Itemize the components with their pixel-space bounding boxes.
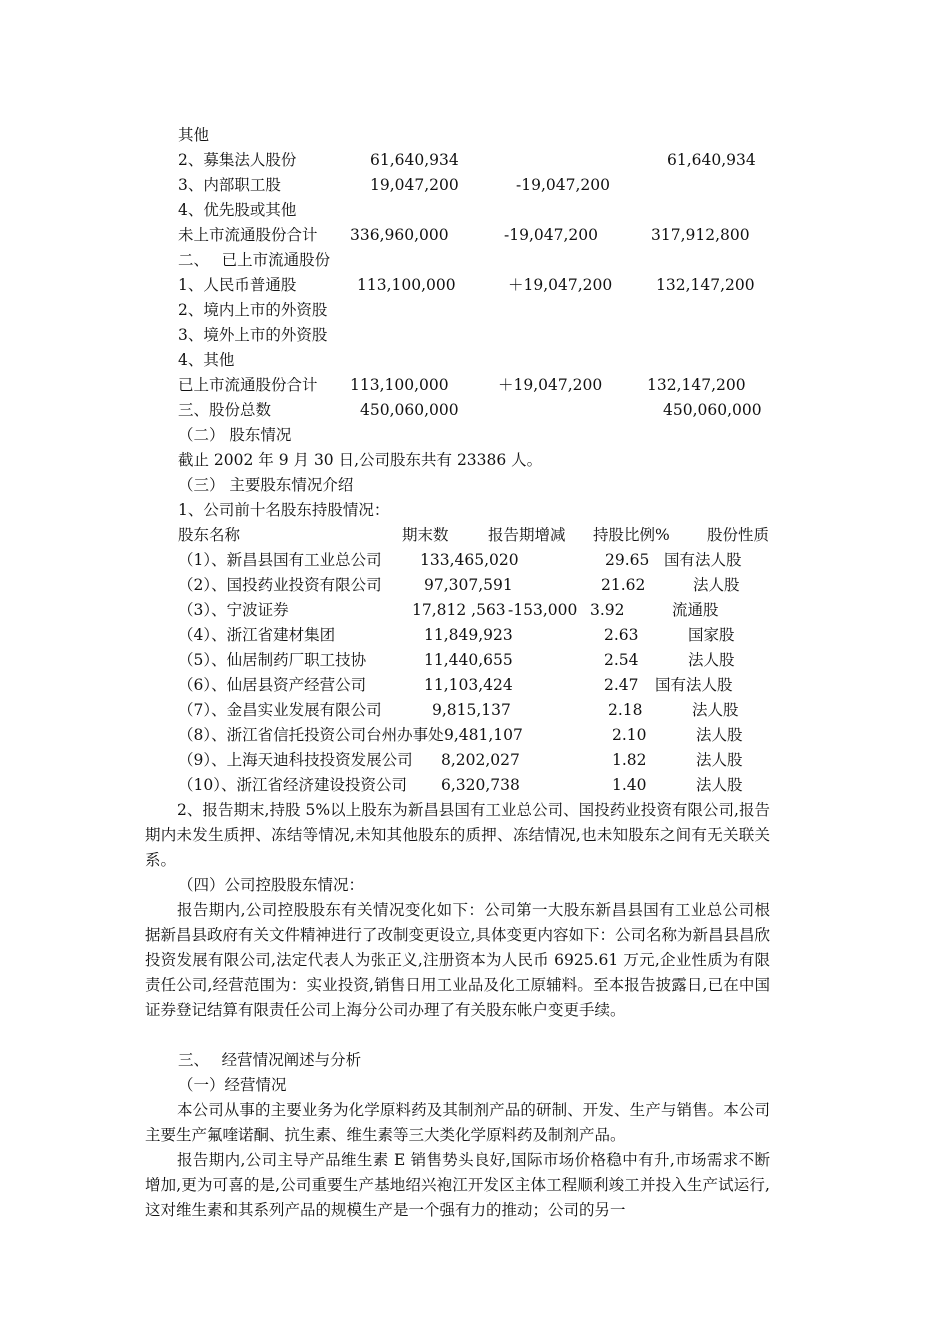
holder-name: （3）、宁波证券 (178, 601, 289, 619)
row-name: 2、募集法人股份 (178, 151, 297, 169)
holder-nature: 国有法人股 (664, 551, 742, 569)
holder-ratio: 21.62 (601, 576, 646, 594)
holder-nature: 国家股 (688, 626, 735, 644)
col-shares-header: 期末数 (402, 526, 449, 544)
holder-ratio: 2.10 (612, 726, 647, 744)
holder-name: （2）、国投药业投资有限公司 (178, 576, 382, 594)
holder-ratio: 2.47 (604, 676, 639, 694)
shareholder-count-text: 截止 2002 年 9 月 30 日,公司股东共有 23386 人。 (178, 451, 543, 469)
row-name: 其他 (178, 126, 210, 144)
row-name: 已上市流通股份合计 (178, 376, 318, 394)
holder-shares: 11,849,923 (424, 626, 513, 644)
holder-ratio: 2.18 (608, 701, 643, 719)
performance-paragraph: 报告期内,公司主导产品维生素 E 销售势头良好,国际市场价格稳中有升,市场需求不断增加,更为可喜的是,公司重要生产基地绍兴袍江开发区主体工程顺利竣工并投入生产试运行,这对维生素和其系列产品的规模生产是一个强有力的推动；公司的另一 (145, 1151, 770, 1219)
holder-name: （10）、浙江省经济建设投资公司 (178, 776, 407, 794)
col-change-header: 报告期增减 (488, 526, 566, 544)
holder-nature: 流通股 (672, 601, 719, 619)
row-before: 19,047,200 (370, 176, 459, 194)
row-after: 450,060,000 (663, 401, 762, 419)
holder-ratio: 1.82 (612, 751, 647, 769)
holder-shares: 9,481,107 (444, 726, 523, 744)
holder-shares: 9,815,137 (432, 701, 511, 719)
row-after: 61,640,934 (667, 151, 756, 169)
row-name: 2、境内上市的外资股 (178, 301, 328, 319)
holder-name: （6）、仙居县资产经营公司 (178, 676, 367, 694)
row-name: 未上市流通股份合计 (178, 226, 318, 244)
row-change: -19,047,200 (516, 176, 610, 194)
col-name-header: 股东名称 (178, 526, 241, 544)
holder-ratio: 29.65 (605, 551, 650, 569)
holder-ratio: 2.54 (604, 651, 639, 669)
holder-nature: 国有法人股 (655, 676, 733, 694)
holder-nature: 法人股 (688, 651, 735, 669)
subheading-text: （一）经营情况 (178, 1076, 287, 1094)
row-name: 三、股份总数 (178, 401, 272, 419)
heading-text: （四）公司控股股东情况： (178, 876, 365, 894)
holder-shares: 11,440,655 (424, 651, 513, 669)
col-nature-header: 股份性质 (707, 526, 770, 544)
row-after: 317,912,800 (651, 226, 750, 244)
row-before: 61,640,934 (370, 151, 459, 169)
heading-text: （二） 股东情况 (178, 426, 292, 444)
controlling-shareholder-paragraph: 报告期内,公司控股股东有关情况变化如下：公司第一大股东新昌县国有工业总公司根据新昌县政府有关文件精神进行了改制变更设立,具体变更内容如下：公司名称为新昌县昌欣投资发展有限公司,法定代表人为张正义,注册资本为人民币 6925.61 万元,企业性质为有限责任公司,经营范围为：实业投资,销售日用工业品及化工原辅料。至本报告披露日,已在中国证券登记结算有限责任公司上海分公司办理了有关股东帐户变更手续。 (145, 901, 770, 1019)
row-before: 113,100,000 (357, 276, 456, 294)
holder-ratio: 2.63 (604, 626, 639, 644)
holder-shares: 133,465,020 (420, 551, 519, 569)
row-before: 450,060,000 (360, 401, 459, 419)
row-name: 3、境外上市的外资股 (178, 326, 328, 344)
holder-name: （8）、浙江省信托投资公司台州办事处 (178, 726, 444, 744)
heading-text: （三） 主要股东情况介绍 (178, 476, 354, 494)
holder-shares: 8,202,027 (441, 751, 520, 769)
heading-text: 三、 经营情况阐述与分析 (178, 1051, 362, 1069)
row-change: ＋19,047,200 (498, 376, 603, 394)
row-before: 336,960,000 (350, 226, 449, 244)
holder-nature: 法人股 (696, 776, 743, 794)
holder-shares: 17,812 ,563 (412, 601, 506, 619)
holder-name: （5）、仙居制药厂职工技协 (178, 651, 367, 669)
row-name: 1、人民币普通股 (178, 276, 297, 294)
holder-nature: 法人股 (696, 726, 743, 744)
business-paragraph: 本公司从事的主要业务为化学原料药及其制剂产品的研制、开发、生产与销售。本公司主要生产氟喹诺酮、抗生素、维生素等三大类化学原料药及制剂产品。 (145, 1101, 770, 1144)
row-after: 132,147,200 (647, 376, 746, 394)
row-after: 132,147,200 (656, 276, 755, 294)
row-name: 4、其他 (178, 351, 235, 369)
row-name: 3、内部职工股 (178, 176, 281, 194)
shareholder-note-paragraph: 2、报告期末,持股 5%以上股东为新昌县国有工业总公司、国投药业投资有限公司,报告期内未发生质押、冻结等情况,未知其他股东的质押、冻结情况,也未知股东之间有无关联关系。 (145, 801, 770, 869)
holder-shares: 97,307,591 (424, 576, 513, 594)
subheading-text: 1、公司前十名股东持股情况： (178, 501, 390, 519)
holder-name: （1）、新昌县国有工业总公司 (178, 551, 382, 569)
row-change: ＋19,047,200 (508, 276, 613, 294)
row-name: 4、优先股或其他 (178, 201, 297, 219)
row-name: 二、 已上市流通股份 (178, 251, 331, 269)
holder-name: （4）、浙江省建材集团 (178, 626, 336, 644)
holder-ratio: 3.92 (590, 601, 625, 619)
holder-ratio: 1.40 (612, 776, 647, 794)
holder-shares: 11,103,424 (424, 676, 513, 694)
row-change: -19,047,200 (504, 226, 598, 244)
holder-change: -153,000 (508, 601, 578, 619)
holder-nature: 法人股 (693, 576, 740, 594)
row-before: 113,100,000 (350, 376, 449, 394)
holder-shares: 6,320,738 (441, 776, 520, 794)
holder-nature: 法人股 (696, 751, 743, 769)
holder-name: （9）、上海天迪科技投资发展公司 (178, 751, 413, 769)
col-ratio-header: 持股比例% (593, 526, 670, 544)
holder-name: （7）、金昌实业发展有限公司 (178, 701, 382, 719)
holder-nature: 法人股 (692, 701, 739, 719)
